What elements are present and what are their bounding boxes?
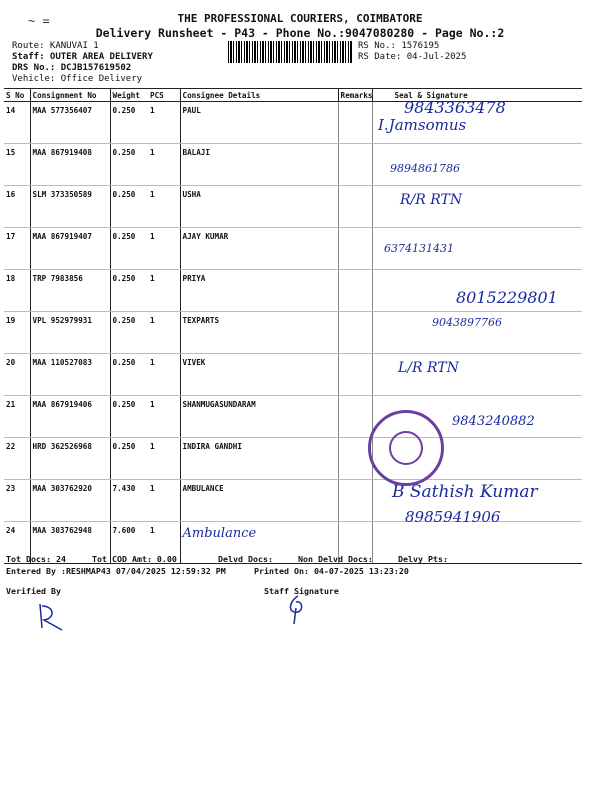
sno-cell: 16	[4, 186, 30, 228]
col-sno: S No	[4, 89, 30, 102]
consignment-cell: MAA 110527083	[30, 354, 110, 396]
verified-signature-scribble	[32, 596, 72, 636]
consignee-cell: INDIRA GANDHI	[180, 438, 338, 480]
handwritten-phone: 9894861786	[390, 162, 460, 175]
handwritten-phone: 9043897766	[432, 316, 502, 329]
pcs-cell: 1	[148, 480, 180, 522]
table-row	[4, 522, 582, 564]
sno-cell: 15	[4, 144, 30, 186]
handwritten-phone: 8985941906	[405, 508, 501, 526]
barcode	[228, 41, 352, 63]
pcs-cell: 1	[148, 186, 180, 228]
meta-left	[12, 41, 153, 85]
handwritten-signature: B Sathish Kumar	[392, 482, 538, 502]
consignment-cell: MAA 867919406	[30, 396, 110, 438]
tot-docs: Tot Docs: 24	[6, 554, 66, 564]
sno-cell: 18	[4, 270, 30, 312]
staff-signature-scribble	[280, 592, 314, 626]
weight-cell: 0.250	[110, 312, 148, 354]
rs-date-label: RS Date: 04-Jul-2025	[358, 52, 467, 62]
drs-label: DRS No.: DCJB157619502	[12, 63, 132, 73]
col-pcs: PCS	[148, 89, 180, 102]
consignment-cell: HRD 362526968	[30, 438, 110, 480]
consignee-cell: PAUL	[180, 102, 338, 144]
staff-label: Staff: OUTER AREA DELIVERY	[12, 52, 153, 62]
table-row	[4, 186, 582, 228]
pcs-cell: 1	[148, 228, 180, 270]
weight-cell: 0.250	[110, 144, 148, 186]
meta-right	[358, 41, 466, 63]
non-delvd-docs: Non Delvd Docs:	[298, 554, 373, 564]
printed-on: Printed On: 04-07-2025 13:23:20	[254, 566, 409, 576]
handwritten-phone: 9843363478	[404, 98, 506, 117]
col-signature: Seal & Signature	[372, 89, 582, 102]
consignee-cell: SHANMUGASUNDARAM	[180, 396, 338, 438]
table-row	[4, 438, 582, 480]
consignee-cell: PRIYA	[180, 270, 338, 312]
pcs-cell: 1	[148, 270, 180, 312]
vehicle-label: Vehicle: Office Delivery	[12, 74, 143, 84]
weight-cell: 7.430	[110, 480, 148, 522]
consignment-cell: VPL 952979931	[30, 312, 110, 354]
pcs-cell: 1	[148, 312, 180, 354]
consignment-cell: MAA 577356407	[30, 102, 110, 144]
consignee-cell: Ambulance	[180, 522, 338, 564]
pcs-cell: 1	[148, 396, 180, 438]
consignment-cell: MAA 867919408	[30, 144, 110, 186]
table-row	[4, 144, 582, 186]
col-consignment: Consignment No	[30, 89, 110, 102]
sno-cell: 21	[4, 396, 30, 438]
handwritten-signature: I.Jamsomus	[378, 116, 467, 134]
staff-signature-label: Staff Signature	[264, 586, 339, 596]
sno-cell: 14	[4, 102, 30, 144]
weight-cell: 0.250	[110, 102, 148, 144]
sno-cell: 17	[4, 228, 30, 270]
col-consignee: Consignee Details	[180, 89, 338, 102]
weight-cell: 0.250	[110, 354, 148, 396]
route-label: Route: KANUVAI 1	[12, 41, 99, 51]
pcs-cell: 1	[148, 144, 180, 186]
company-title: THE PROFESSIONAL COURIERS, COIMBATORE	[177, 12, 423, 25]
consignee-cell: TEXPARTS	[180, 312, 338, 354]
tot-cod-amt: Tot COD Amt: 0.00	[92, 554, 177, 564]
sno-cell: 20	[4, 354, 30, 396]
pcs-cell: 1	[148, 102, 180, 144]
handwritten-phone: 9843240882	[452, 414, 535, 429]
consignee-cell: AJAY KUMAR	[180, 228, 338, 270]
rs-no-label: RS No.: 1576195	[358, 41, 440, 51]
table-row	[4, 354, 582, 396]
handwritten-mark: ~ =	[28, 14, 50, 28]
pcs-cell: 1	[148, 354, 180, 396]
consignee-cell: USHA	[180, 186, 338, 228]
delvd-docs: Delvd Docs:	[218, 554, 273, 564]
col-remarks: Remarks	[338, 89, 372, 102]
col-weight: Weight	[110, 89, 148, 102]
runsheet-subtitle: Delivery Runsheet - P43 - Phone No.:9047080280 - Page No.:2	[95, 26, 505, 40]
weight-cell: 0.250	[110, 228, 148, 270]
consignment-cell: MAA 303762948	[30, 522, 110, 564]
company-seal-stamp	[368, 410, 444, 486]
weight-cell: 0.250	[110, 438, 148, 480]
consignee-cell: BALAJI	[180, 144, 338, 186]
pcs-cell: 1	[148, 438, 180, 480]
consignment-cell: MAA 303762920	[30, 480, 110, 522]
handwritten-signature: L/R RTN	[398, 360, 459, 376]
table-row	[4, 228, 582, 270]
weight-cell: 0.250	[110, 270, 148, 312]
entered-by: Entered By :RESHMAP43 07/04/2025 12:59:32 PM	[6, 566, 226, 576]
consignee-cell: AMBULANCE	[180, 480, 338, 522]
delvy-pts: Delvy Pts:	[398, 554, 448, 564]
sno-cell: 19	[4, 312, 30, 354]
sno-cell: 23	[4, 480, 30, 522]
handwritten-signature: R/R RTN	[400, 192, 463, 208]
pcs-cell: 1	[148, 522, 180, 564]
weight-cell: 7.600	[110, 522, 148, 564]
consignee-cell: VIVEK	[180, 354, 338, 396]
sno-cell: 22	[4, 438, 30, 480]
weight-cell: 0.250	[110, 396, 148, 438]
verified-by-label: Verified By	[6, 586, 61, 596]
sno-cell: 24	[4, 522, 30, 564]
consignment-cell: SLM 373350589	[30, 186, 110, 228]
weight-cell: 0.250	[110, 186, 148, 228]
handwritten-phone: 6374131431	[384, 242, 454, 255]
handwritten-phone: 8015229801	[456, 288, 558, 307]
consignment-cell: TRP 7983856	[30, 270, 110, 312]
consignment-cell: MAA 867919407	[30, 228, 110, 270]
